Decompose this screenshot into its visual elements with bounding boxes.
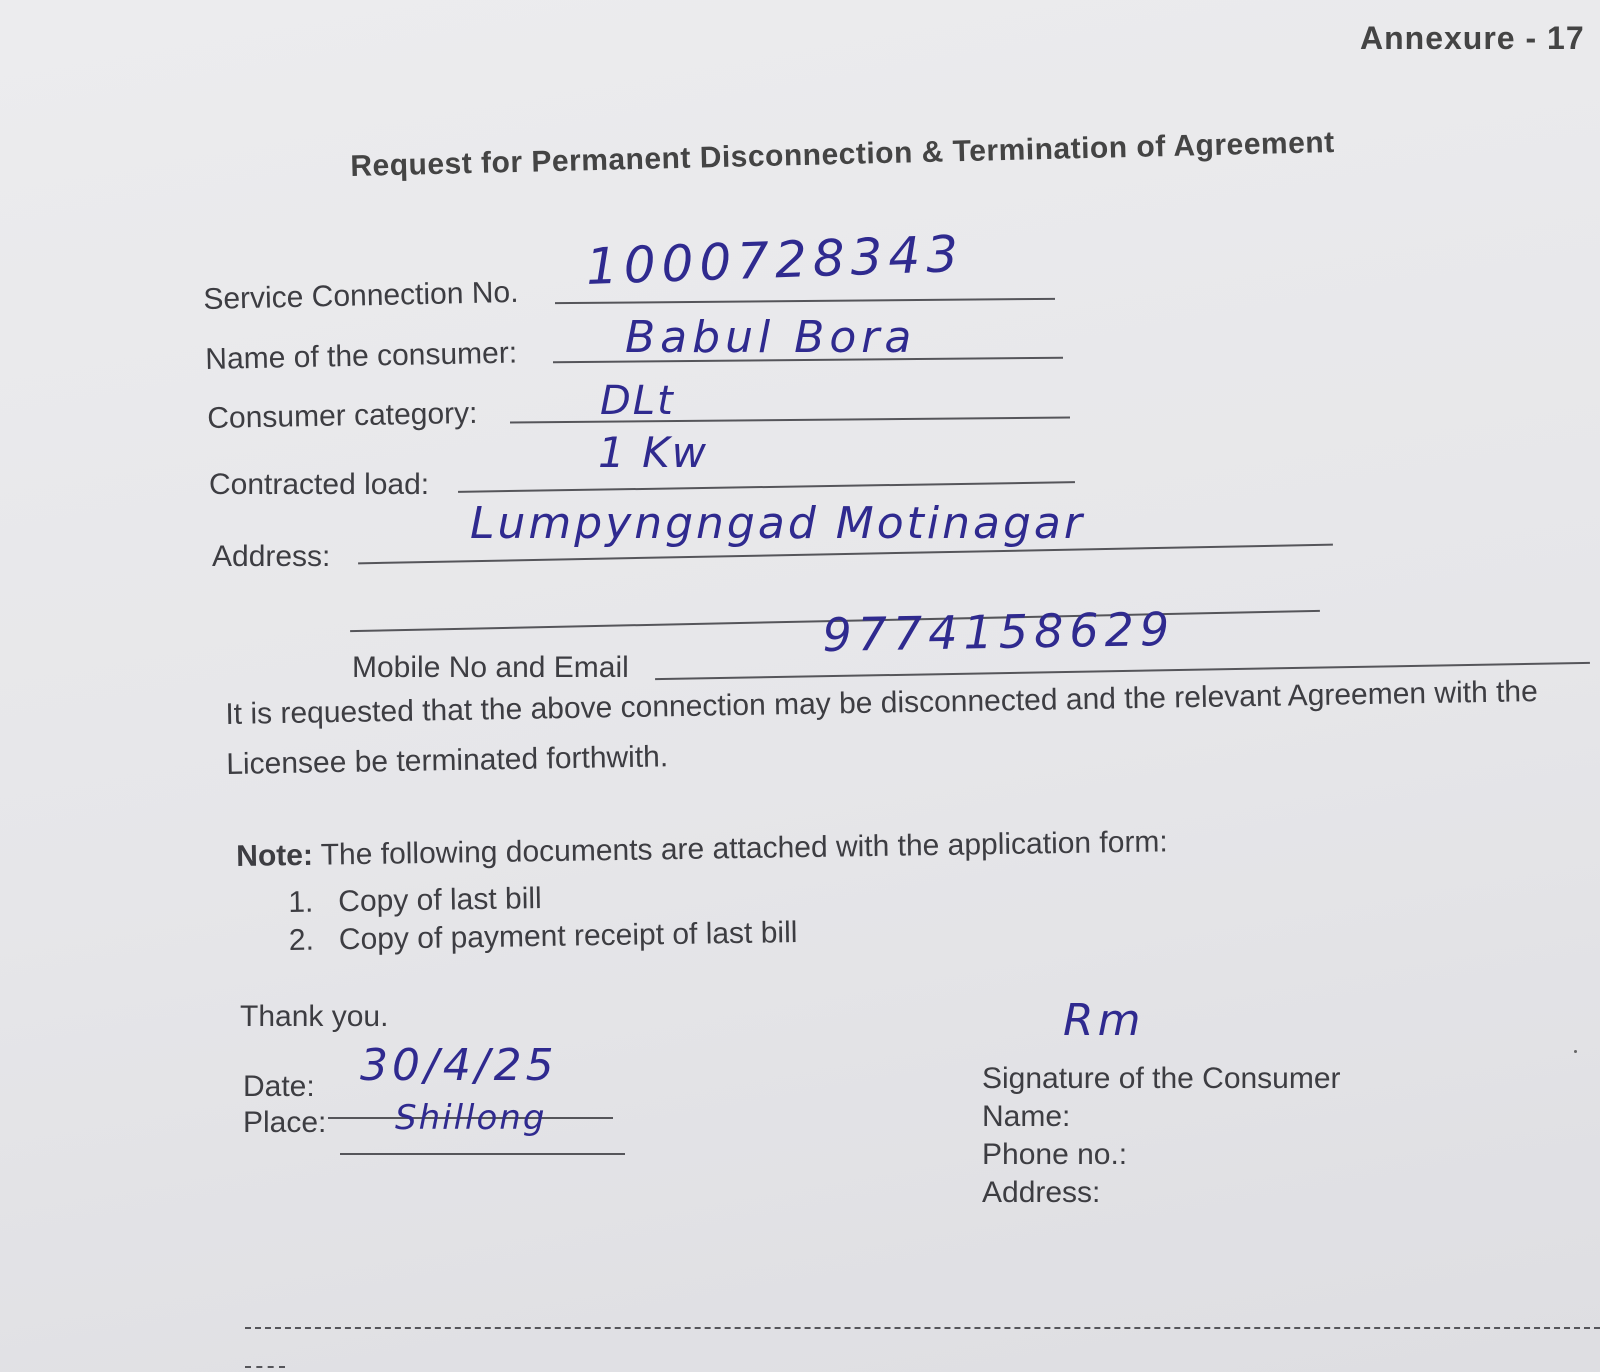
address-label: Address: [212, 540, 331, 573]
document-list [288, 876, 798, 960]
signer-phone-label: Phone no.: [982, 1138, 1128, 1171]
place-value: Shillong [395, 1098, 547, 1138]
consumer-name-label: Name of the consumer: [205, 336, 518, 376]
consumer-signature: Rm [1063, 995, 1145, 1046]
annexure-number: Annexure - 17 [1360, 20, 1585, 56]
consumer-category-line [510, 417, 1070, 424]
date-label: Date: [243, 1070, 315, 1103]
service-connection-value: 1000728343 [585, 224, 965, 296]
address-value: Lumpyngngad Motinagar [470, 498, 1085, 549]
form-title: Request for Permanent Disconnection & Termination of Agreement [350, 125, 1335, 183]
mobile-email-label: Mobile No and Email [352, 651, 629, 684]
service-connection-line [555, 298, 1055, 304]
list-item-number: 2. [288, 923, 315, 957]
note-label: Note: [236, 838, 314, 873]
note-line [236, 825, 1168, 874]
consumer-name-value: Babul Bora [625, 312, 917, 363]
consumer-category-label: Consumer category: [207, 396, 478, 435]
cut-line [245, 1327, 1600, 1329]
cut-line-stub [245, 1366, 285, 1368]
signer-address-label: Address: [982, 1176, 1101, 1209]
place-label: Place: [243, 1106, 327, 1139]
signer-name-label: Name: [982, 1100, 1071, 1133]
service-connection-label: Service Connection No. [203, 275, 519, 316]
contracted-load-label: Contracted load: [209, 468, 430, 501]
thank-you-text: Thank you. [240, 1000, 389, 1033]
consumer-category-value: DLt [600, 378, 675, 424]
signature-label: Signature of the Consumer [982, 1062, 1341, 1095]
mobile-email-value: 9774158629 [822, 601, 1176, 662]
list-item [289, 914, 798, 960]
signature-block [982, 1060, 1341, 1212]
request-paragraph: It is requested that the above connection may be disconnected and the relevant Agreemen with the Licensee be terminated forthwith. [225, 675, 1539, 781]
contracted-load-line [458, 481, 1075, 493]
stray-dot [1574, 1050, 1577, 1053]
place-line [340, 1153, 625, 1155]
list-item-number: 1. [288, 885, 314, 919]
list-item-text: Copy of last bill [338, 882, 542, 919]
list-item-text: Copy of payment receipt of last bill [338, 916, 798, 957]
note-text: The following documents are attached with the application form: [320, 825, 1168, 872]
date-value: 30/4/25 [360, 1040, 558, 1091]
contracted-load-value: 1 Kw [598, 428, 708, 477]
